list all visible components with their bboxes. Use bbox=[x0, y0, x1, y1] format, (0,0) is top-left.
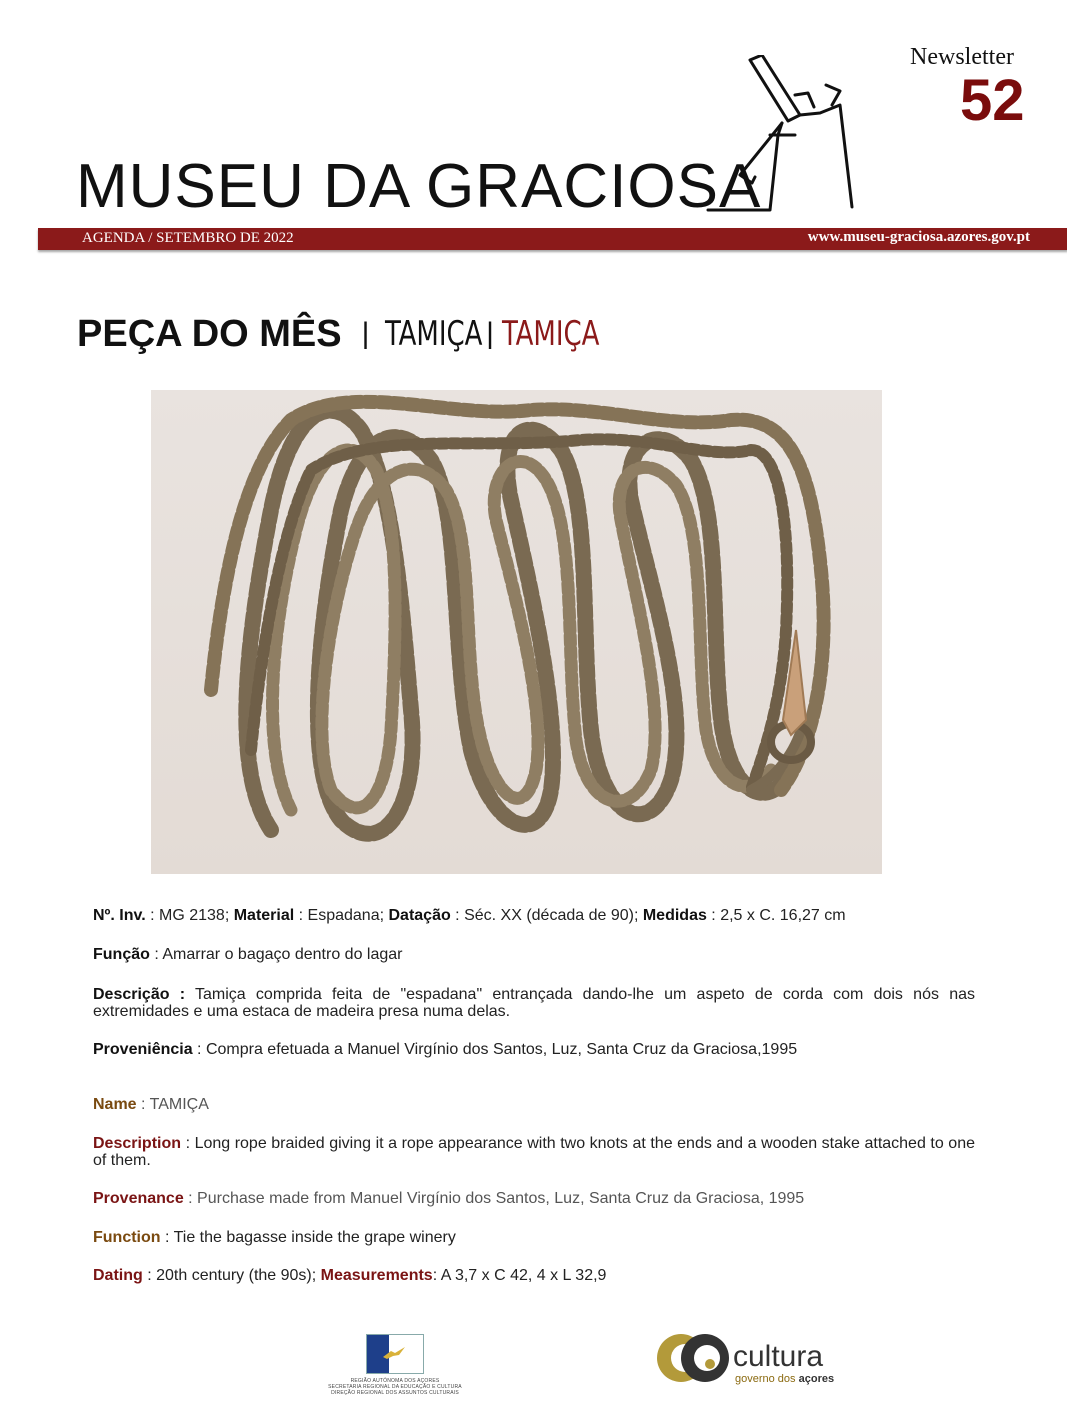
measurements-value: : A 3,7 x C 42, 4 x L 32,9 bbox=[432, 1267, 607, 1284]
azores-flag-icon bbox=[366, 1334, 424, 1374]
datacao-value: : Séc. XX (década de 90); bbox=[450, 907, 643, 924]
proveniencia-value: : Compra efetuada a Manuel Virgínio dos Santos, Luz, Santa Cruz da Graciosa,1995 bbox=[192, 1041, 798, 1058]
detail-funcao bbox=[93, 946, 975, 963]
name-separator: | bbox=[486, 317, 494, 350]
title-separator: | bbox=[361, 317, 370, 350]
funcao-value: : Amarrar o bagaço dentro do lagar bbox=[149, 946, 403, 963]
proveniencia-label: Proveniência bbox=[93, 1041, 193, 1058]
function-value: : Tie the bagasse inside the grape winery bbox=[160, 1229, 456, 1246]
object-name-en: TAMIÇA bbox=[501, 314, 600, 354]
section-title: PEÇA DO MÊS bbox=[77, 312, 342, 355]
name-value: : TAMIÇA bbox=[136, 1096, 209, 1113]
inv-value: : MG 2138; bbox=[145, 907, 234, 924]
detail-descricao bbox=[93, 986, 975, 1020]
description-value: : Long rope braided giving it a rope appearance with two knots at the ends and a wooden stake attached to one of them. bbox=[93, 1135, 975, 1169]
material-value: : Espadana; bbox=[294, 907, 389, 924]
object-photo bbox=[151, 390, 882, 874]
museum-title: MUSEU DA GRACIOSA bbox=[76, 152, 762, 221]
detail-function-en bbox=[93, 1229, 975, 1246]
detail-description-en bbox=[93, 1135, 975, 1169]
azores-caption-3: DIREÇÃO REGIONAL DOS ASSUNTOS CULTURAIS bbox=[331, 1390, 459, 1396]
azores-caption-2: SECRETARIA REGIONAL DA EDUCAÇÃO E CULTURA bbox=[328, 1384, 462, 1390]
funcao-label: Função bbox=[93, 946, 150, 963]
function-label: Function bbox=[93, 1229, 161, 1246]
agenda-date: AGENDA / SETEMBRO DE 2022 bbox=[82, 230, 294, 246]
object-name-pt: TAMIÇA bbox=[385, 314, 483, 354]
detail-provenance-en bbox=[93, 1190, 975, 1207]
section-heading bbox=[77, 312, 617, 356]
measurements-label: Measurements bbox=[320, 1267, 433, 1284]
cultura-mark-icon bbox=[655, 1328, 735, 1388]
detail-proveniencia bbox=[93, 1041, 975, 1058]
cultura-logo bbox=[655, 1328, 855, 1388]
provenance-label: Provenance bbox=[93, 1190, 184, 1207]
medidas-value: : 2,5 x C. 16,27 cm bbox=[706, 907, 846, 924]
detail-inventory-line bbox=[93, 907, 975, 924]
newsletter-number: 52 bbox=[960, 68, 1025, 133]
inv-label: Nº. Inv. bbox=[93, 907, 146, 924]
material-label: Material bbox=[233, 907, 295, 924]
medidas-label: Medidas bbox=[642, 907, 707, 924]
dating-label: Dating bbox=[93, 1267, 143, 1284]
website-link[interactable]: www.museu-graciosa.azores.gov.pt bbox=[807, 229, 1030, 245]
azores-caption-1: REGIÃO AUTÓNOMA DOS AÇORES bbox=[350, 1378, 440, 1384]
newsletter-label: Newsletter bbox=[910, 44, 1014, 70]
dating-value: : 20th century (the 90s); bbox=[142, 1267, 321, 1284]
azores-government-logo bbox=[325, 1334, 465, 1396]
provenance-value: : Purchase made from Manuel Virgínio dos Santos, Luz, Santa Cruz da Graciosa, 1995 bbox=[183, 1190, 805, 1207]
name-label: Name bbox=[93, 1096, 137, 1113]
detail-name-en bbox=[93, 1096, 975, 1113]
cultura-word: cultura bbox=[733, 1340, 824, 1373]
cultura-subtitle: governo dos açores bbox=[735, 1373, 835, 1385]
datacao-label: Datação bbox=[388, 907, 451, 924]
header-bar bbox=[38, 228, 1067, 250]
descricao-label: Descrição : bbox=[93, 986, 186, 1003]
descricao-value: Tamiça comprida feita de "espadana" entrançada dando-lhe um aspeto de corda com dois nós nas extremidades e uma estaca de madeira presa numa delas. bbox=[93, 986, 975, 1020]
detail-dating-en bbox=[93, 1267, 975, 1284]
description-label: Description bbox=[93, 1135, 182, 1152]
